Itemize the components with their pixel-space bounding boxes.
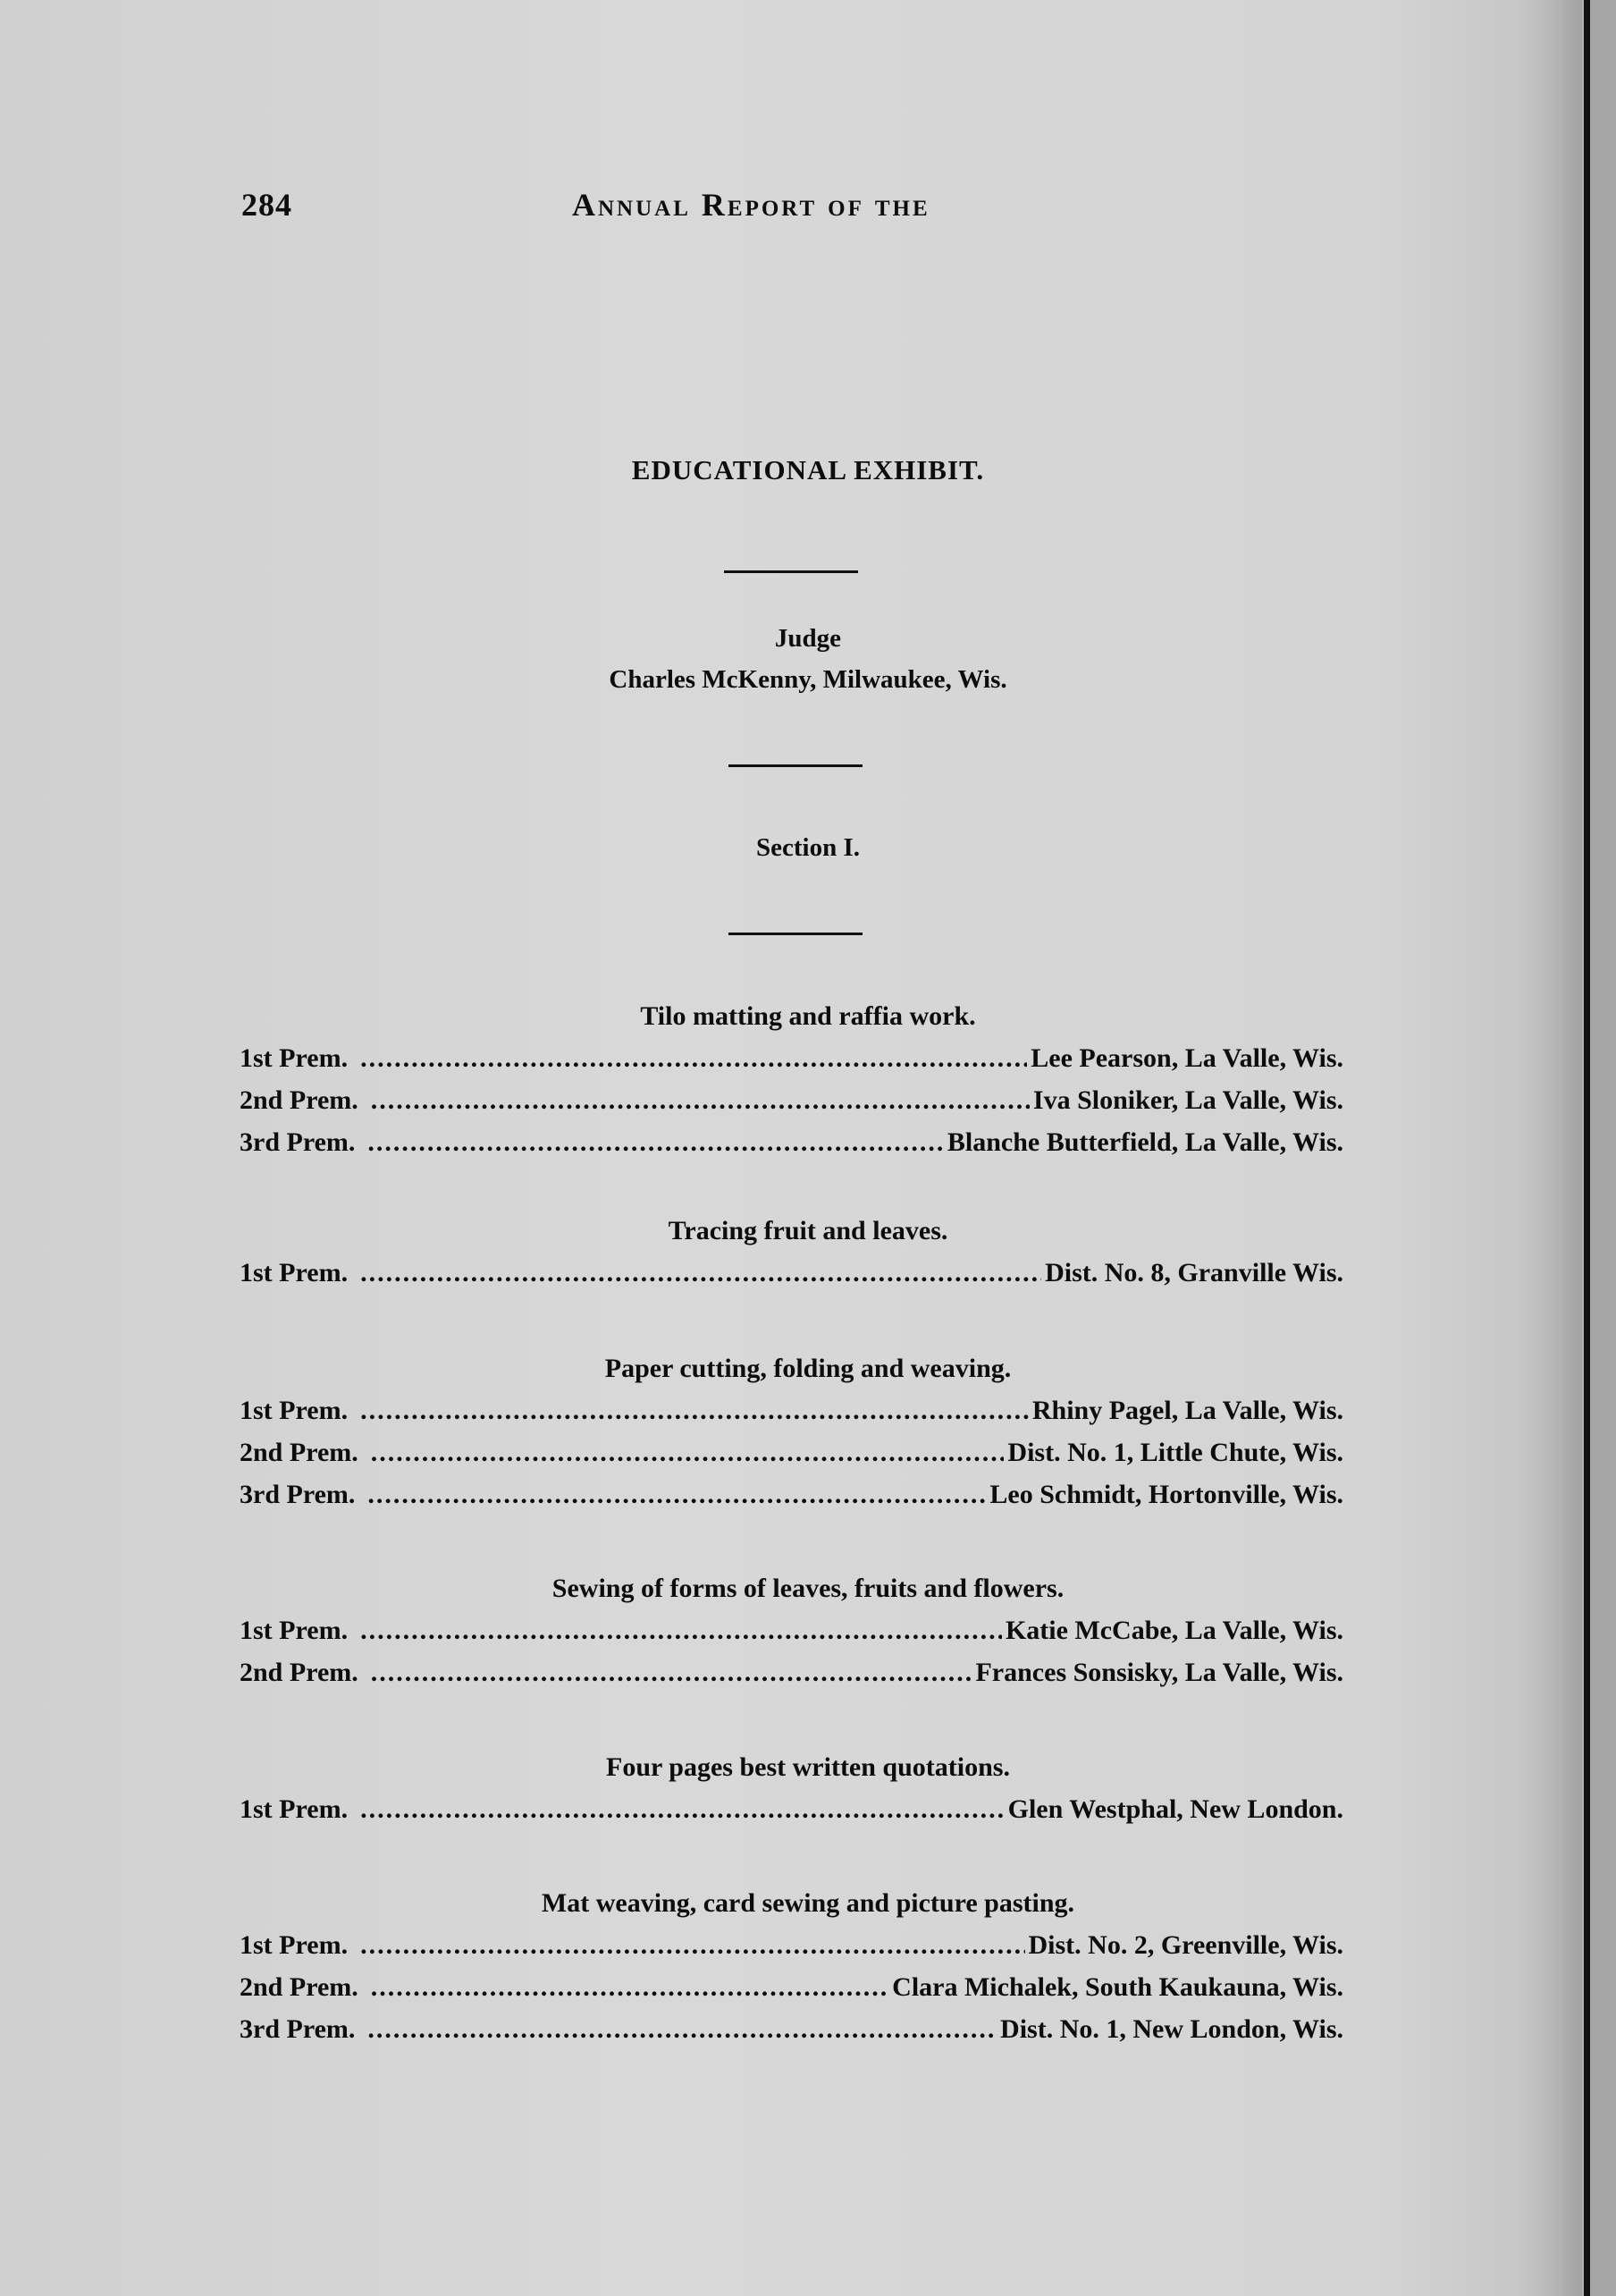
award-place: 1st Prem. bbox=[240, 1258, 349, 1287]
award-row bbox=[240, 1396, 1343, 1431]
dot-leader bbox=[367, 1127, 943, 1158]
award-winner: Katie McCabe, La Valle, Wis. bbox=[1005, 1616, 1343, 1645]
award-place: 2nd Prem. bbox=[240, 1658, 358, 1687]
running-title: Annual Report of the bbox=[572, 187, 930, 223]
category-heading: Tracing fruit and leaves. bbox=[668, 1216, 948, 1245]
award-winner: Dist. No. 2, Greenville, Wis. bbox=[1028, 1930, 1343, 1960]
award-place: 1st Prem. bbox=[240, 1043, 349, 1073]
award-winner: Glen Westphal, New London. bbox=[1007, 1794, 1343, 1824]
divider-rule bbox=[728, 933, 863, 935]
category-heading: Mat weaving, card sewing and picture pasting. bbox=[541, 1888, 1075, 1918]
dot-leader bbox=[360, 1930, 1024, 1961]
dot-leader bbox=[371, 1972, 888, 2003]
award-row bbox=[240, 1085, 1343, 1121]
page-number: 284 bbox=[241, 187, 292, 223]
award-winner: Iva Sloniker, La Valle, Wis. bbox=[1032, 1085, 1343, 1115]
dot-leader bbox=[360, 1794, 1005, 1825]
award-winner: Rhiny Pagel, La Valle, Wis. bbox=[1031, 1396, 1343, 1425]
award-row bbox=[240, 1438, 1343, 1473]
award-row bbox=[240, 1616, 1343, 1651]
section-title: Section I. bbox=[756, 833, 860, 862]
dot-leader bbox=[367, 1480, 986, 1510]
dot-leader bbox=[360, 1616, 1002, 1646]
award-row bbox=[240, 1480, 1343, 1515]
award-place: 2nd Prem. bbox=[240, 1972, 358, 2002]
dot-leader bbox=[360, 1258, 1041, 1288]
dot-leader bbox=[360, 1043, 1027, 1074]
award-row bbox=[240, 2014, 1343, 2050]
award-place: 1st Prem. bbox=[240, 1396, 349, 1425]
award-row bbox=[240, 1043, 1343, 1079]
judge-label: Judge bbox=[774, 624, 842, 653]
award-place: 2nd Prem. bbox=[240, 1085, 358, 1115]
category-heading: Sewing of forms of leaves, fruits and flowers. bbox=[551, 1574, 1065, 1603]
award-row bbox=[240, 1658, 1343, 1693]
divider-rule bbox=[724, 570, 858, 573]
judge-name: Charles McKenny, Milwaukee, Wis. bbox=[609, 665, 1007, 694]
page-header bbox=[0, 186, 1616, 231]
dot-leader bbox=[360, 1396, 1029, 1426]
award-winner: Frances Sonsisky, La Valle, Wis. bbox=[975, 1658, 1343, 1687]
dot-leader bbox=[371, 1438, 1005, 1468]
award-winner: Dist. No. 1, Little Chute, Wis. bbox=[1007, 1438, 1343, 1467]
award-place: 3rd Prem. bbox=[240, 2014, 356, 2044]
award-place: 1st Prem. bbox=[240, 1794, 349, 1824]
award-winner: Leo Schmidt, Hortonville, Wis. bbox=[989, 1480, 1343, 1509]
category-heading: Four pages best written quotations. bbox=[606, 1752, 1010, 1782]
category-heading: Paper cutting, folding and weaving. bbox=[604, 1354, 1012, 1383]
award-row bbox=[240, 1258, 1343, 1294]
binding-edge bbox=[1584, 0, 1590, 2296]
dot-leader bbox=[371, 1085, 1030, 1116]
facing-page-edge bbox=[1590, 0, 1616, 2296]
award-winner: Clara Michalek, South Kaukauna, Wis. bbox=[892, 1972, 1343, 2002]
category-heading: Tilo matting and raffia work. bbox=[640, 1001, 976, 1031]
award-place: 1st Prem. bbox=[240, 1930, 349, 1960]
dot-leader bbox=[371, 1658, 972, 1688]
award-place: 3rd Prem. bbox=[240, 1480, 356, 1509]
award-winner: Lee Pearson, La Valle, Wis. bbox=[1031, 1043, 1343, 1073]
divider-rule bbox=[728, 764, 863, 767]
award-row bbox=[240, 1127, 1343, 1163]
award-place: 1st Prem. bbox=[240, 1616, 349, 1645]
award-winner: Blanche Butterfield, La Valle, Wis. bbox=[947, 1127, 1343, 1157]
page-edge-shadow bbox=[1519, 0, 1582, 2296]
award-row bbox=[240, 1972, 1343, 2008]
award-winner: Dist. No. 1, New London, Wis. bbox=[1000, 2014, 1343, 2044]
award-winner: Dist. No. 8, Granville Wis. bbox=[1045, 1258, 1343, 1287]
exhibit-title: EDUCATIONAL EXHIBIT. bbox=[631, 454, 985, 485]
dot-leader bbox=[367, 2014, 997, 2045]
award-place: 3rd Prem. bbox=[240, 1127, 356, 1157]
award-place: 2nd Prem. bbox=[240, 1438, 358, 1467]
award-row bbox=[240, 1930, 1343, 1966]
award-row bbox=[240, 1794, 1343, 1830]
